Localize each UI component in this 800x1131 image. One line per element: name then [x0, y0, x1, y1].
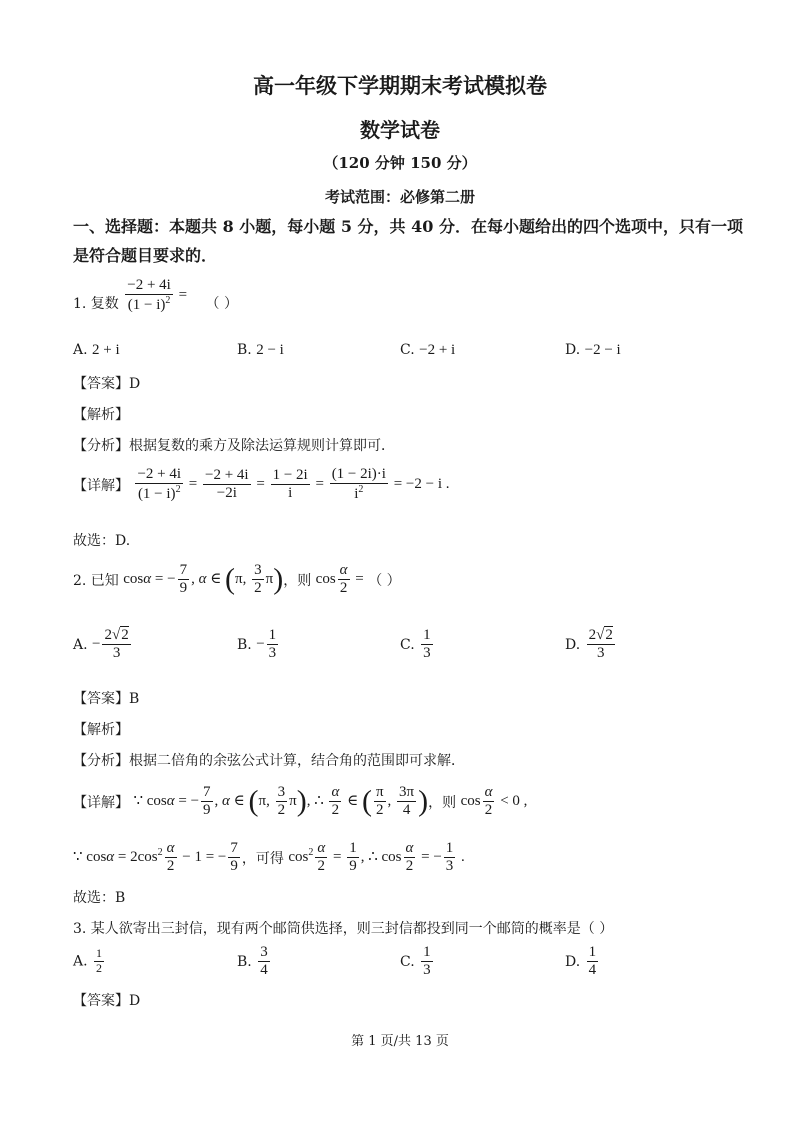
question-1	[73, 277, 238, 315]
section-heading-line1: 一、选择题：本题共 8 小题，每小题 5 分，共 40 分．在每小题给出的四个选项中，只有一项	[73, 217, 743, 236]
q1-fenxi: 【分析】根据复数的乘方及除法运算规则计算即可．	[73, 438, 395, 454]
question-2: 2. 已知 cosα = − $\frac{7}{9}$ , α ∈ (π, $\frac{3}{2}$ π)，则 cos $\frac{\alpha}{2}$ = （ ）	[73, 562, 401, 597]
subject-title: 数学试卷	[360, 118, 440, 142]
question-1-paren: （ ）	[205, 295, 238, 312]
q2-detail-line2: ∵ $\cos\alpha = 2\cos^2$ $\frac{\alpha}{2}$ − 1 = − $\frac{7}{9}$ ，可得 $\cos^2$ $\frac{\alpha}{2}$ = $\frac{1}{9}$ , ∴ cos $\frac{\alpha}{2}$ = − $\frac{1}{3}$ .	[73, 840, 465, 875]
q1-analysis-label: 【解析】	[73, 407, 129, 423]
q1-option-c: C. −2 + i	[400, 342, 456, 358]
section-heading-line2: 是符合题目要求的．	[73, 246, 218, 265]
q3-option-a: A. $\frac{1}{2}$	[73, 946, 103, 975]
q1-answer: 【答案】D	[73, 376, 141, 392]
q1-choose: 故选：D.	[73, 533, 131, 549]
q3-option-c: C. $\frac{1}{3}$	[400, 944, 431, 979]
question-1-prefix: 1. 复数	[73, 295, 119, 312]
q2-detail-line1: 【详解】 ∵ cosα = − $\frac{7}{9}$ , α ∈ (π, $\frac{3}{2}$ π), ∴ $\frac{\alpha}{2}$ ∈ ( $\frac{\pi}{2}$ , $\frac{3\pi}{4}$ )，则 cos $\frac{\alpha}{2}$ < 0 ,	[73, 784, 528, 819]
exam-scope: 考试范围：必修第二册	[324, 188, 475, 206]
q2-option-c: C. $\frac{1}{3}$	[400, 627, 431, 662]
q2-fenxi: 【分析】根据二倍角的余弦公式计算，结合角的范围即可求解．	[73, 753, 465, 769]
q3-answer: 【答案】D	[73, 993, 141, 1009]
q1-option-d: D. −2 − i	[565, 342, 621, 358]
q3-option-d: D. $\frac{1}{4}$	[565, 944, 597, 979]
q3-option-b: B. $\frac{3}{4}$	[237, 944, 268, 979]
q2-analysis-label: 【解析】	[73, 722, 129, 738]
q1-option-b: B. 2 − i	[237, 342, 284, 358]
q2-option-b: B. − $\frac{1}{3}$	[237, 627, 277, 662]
q2-answer: 【答案】B	[73, 691, 140, 707]
question-3: 3. 某人欲寄出三封信，现有两个邮筒供选择，则三封信都投到同一个邮筒的概率是（ ）	[73, 921, 614, 937]
q2-choose: 故选：B	[73, 890, 126, 906]
q2-option-a: A. − $\frac{2√2}{3}$	[73, 627, 129, 662]
question-1-fraction: $\frac{-2 + 4i}{(1 - i)^2}$ =	[127, 277, 188, 314]
page-footer: 第 1 页/共 13 页	[351, 1034, 449, 1049]
q1-detail: 【详解】 $\frac{-2 + 4i}{(1 - i)^2}$ = $\frac{-2 + 4i}{-2i}$ = $\frac{1 - 2i}{i}$ = $\frac{(1 - 2i)\cdot i}{i^2}$ = −2 − i .	[73, 466, 450, 503]
time-score: （120 分钟 150 分）	[323, 154, 477, 172]
q1-option-a: A. 2 + i	[73, 342, 120, 358]
q2-option-d: D. $\frac{2√2}{3}$	[565, 627, 613, 662]
page-title: 高一年级下学期期末考试模拟卷	[253, 73, 547, 98]
